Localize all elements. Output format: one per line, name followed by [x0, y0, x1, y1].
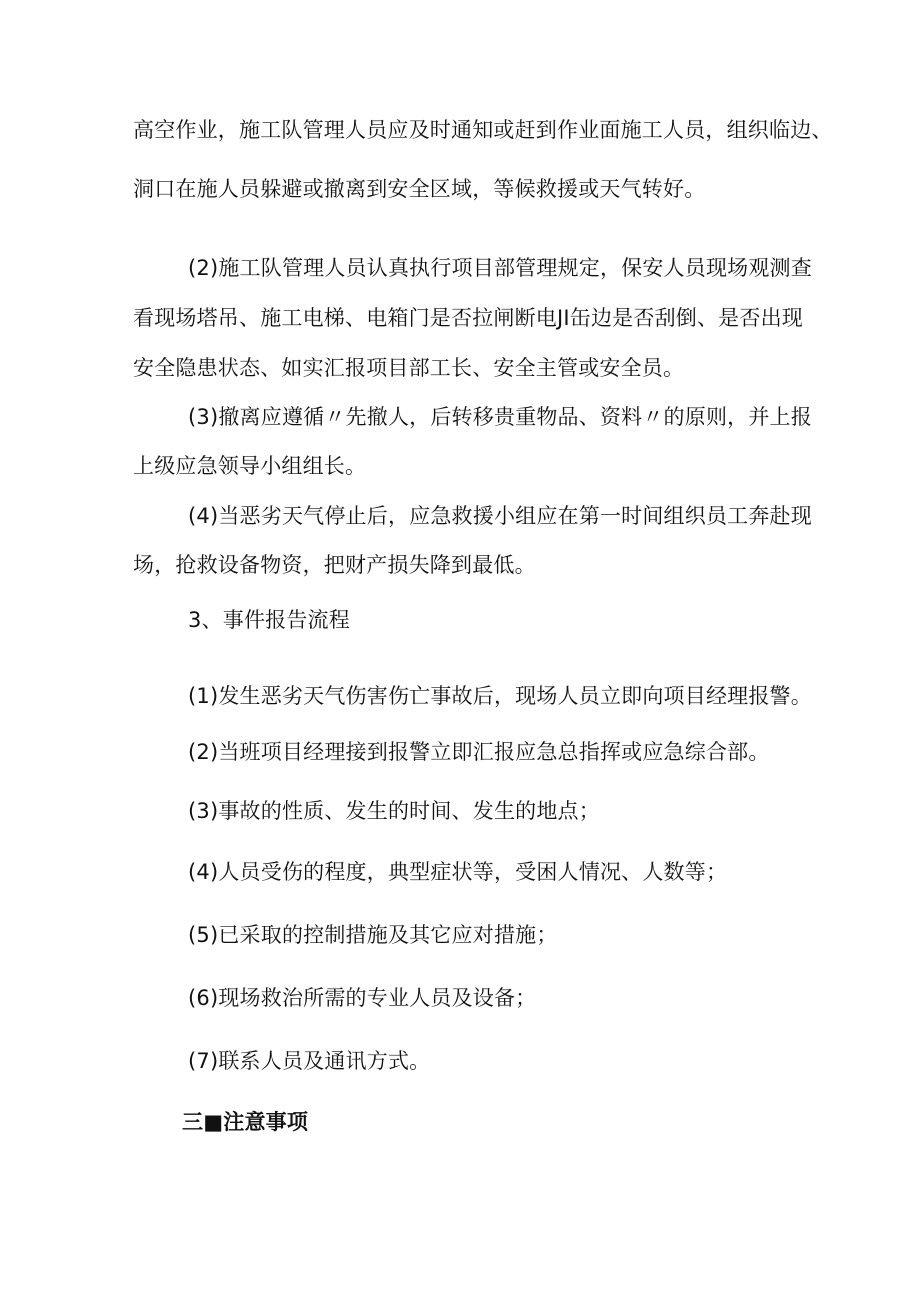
item-3-line-1: (3)撤离应遵循〃先撤人，后转移贵重物品、资料〃的原则，并上报	[188, 405, 812, 429]
report-item-5: (5)已采取的控制措施及其它应对措施；	[188, 923, 558, 947]
report-item-1: (1)发生恶劣天气伤害伤亡事故后，现场人员立即向项目经理报警。	[188, 684, 812, 708]
report-item-3: (3)事故的性质、发生的时间、发生的地点；	[188, 799, 600, 823]
report-item-2: (2)当班项目经理接到报警立即汇报应急总指挥或应急综合部。	[188, 740, 770, 764]
report-item-6: (6)现场救治所需的专业人员及设备；	[188, 986, 537, 1010]
section-3-title: 3、事件报告流程	[188, 608, 350, 632]
item-2-line-1: (2)施工队管理人员认真执行项目部管理规定，保安人员现场观测查	[188, 256, 812, 280]
item-2-line-3: 安全隐患状态、如实汇报项目部工长、安全主管或安全员。	[133, 356, 685, 380]
item-3-line-2: 上级应急领导小组组长。	[133, 454, 367, 478]
item-2-line-2: 看现场塔吊、施工电梯、电箱门是否拉闸断电JI缶边是否刮倒、是否出现	[133, 306, 803, 330]
section-heading-notes: 三■注意事项	[182, 1110, 309, 1134]
item-4-line-2: 场，抢救设备物资，把财产损失降到最低。	[133, 553, 536, 577]
report-item-4: (4)人员受伤的程度，典型症状等，受困人情况、人数等；	[188, 860, 728, 884]
report-item-7: (7)联系人员及通讯方式。	[188, 1049, 431, 1073]
paragraph-line-1: 高空作业，施工队管理人员应及时通知或赶到作业面施工人员，组织临边、	[133, 118, 833, 142]
paragraph-line-2: 洞口在施人员躲避或撤离到安全区域，等候救援或天气转好。	[133, 177, 706, 201]
item-4-line-1: (4)当恶劣天气停止后，应急救援小组应在第一时间组织员工奔赴现	[188, 504, 812, 528]
